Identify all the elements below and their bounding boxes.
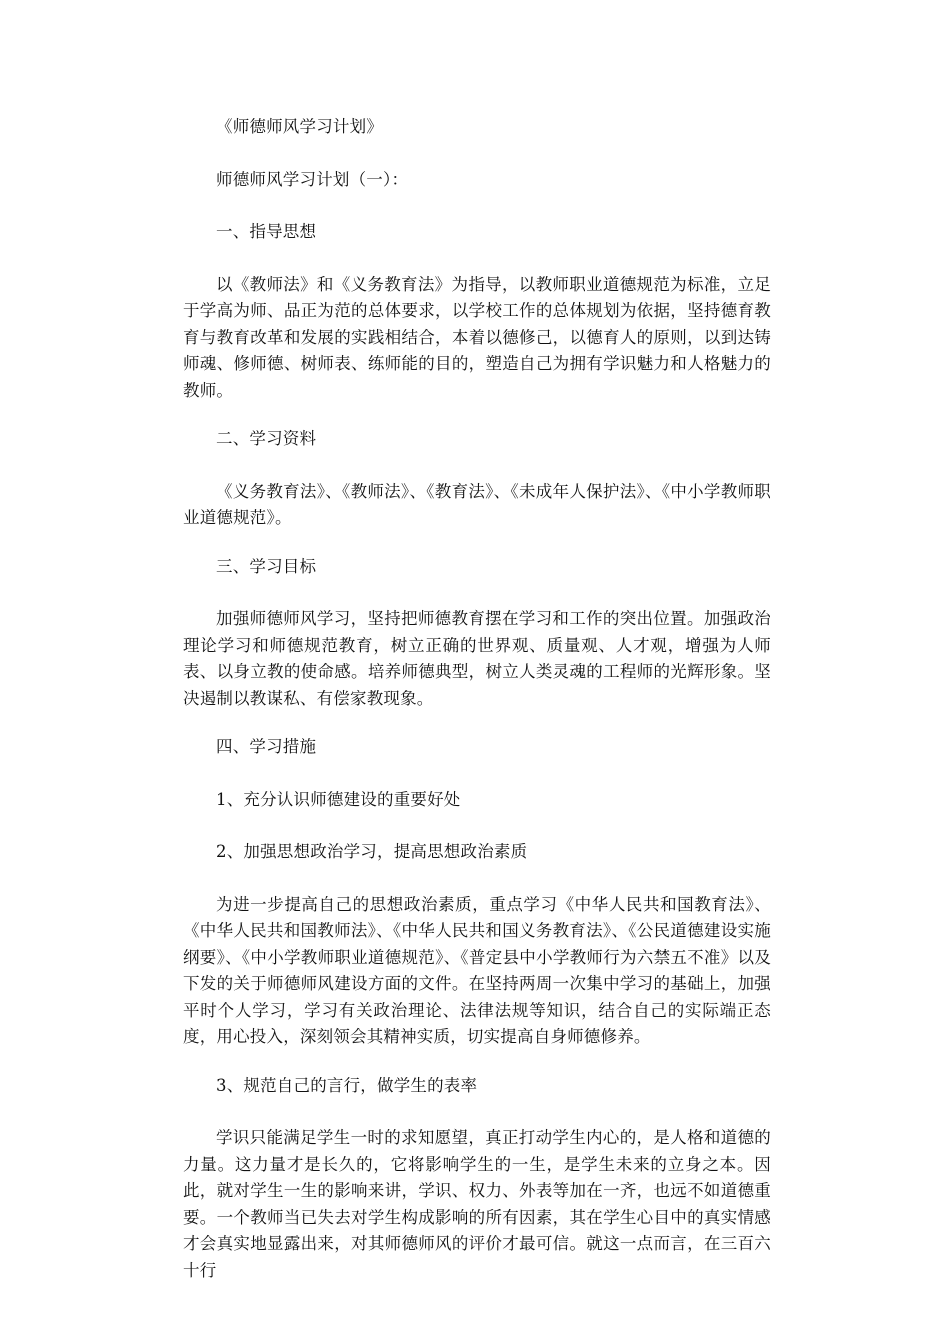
paragraph-measure-3: 学识只能满足学生一时的求知愿望，真正打动学生内心的，是人格和道德的力量。这力量才是长久的，它将影响学生的一生，是学生未来的立身之本。因此，就对学生一生的影响来讲，学识、权力、外表等加在一齐，也远不如道德重要。一个教师当已失去对学生构成影响的所有因素，其在学生心目中的真实情感才会真实地显露出来，对其师德师风的评价才最可信。就这一点而言，在三百六十行 <box>183 1128 771 1280</box>
measure-item-1: 1、充分认识师德建设的重要好处 <box>216 789 461 809</box>
paragraph-goals: 加强师德师风学习，坚持把师德教育摆在学习和工作的突出位置。加强政治理论学习和师德规范教育，树立正确的世界观、质量观、人才观，增强为人师表、以身立教的使命感。培养师德典型，树立人类灵魂的工程师的光辉形象。坚决遏制以教谋私、有偿家教现象。 <box>183 609 771 708</box>
section-heading-measures: 四、学习措施 <box>216 737 317 756</box>
paragraph-measure-2: 为进一步提高自己的思想政治素质，重点学习《中华人民共和国教育法》、《中华人民共和国教师法》、《中华人民共和国义务教育法》、《公民道德建设实施纲要》、《中小学教师职业道德规范》、《普定县中小学教师行为六禁五不准》以及下发的关于师德师风建设方面的文件。在坚持两周一次集中学习的基础上，加强平时个人学习，学习有关政治理论、法律法规等知识，结合自己的实际端正态度，用心投入，深刻领会其精神实质，切实提高自身师德修养。 <box>183 894 771 1046</box>
paragraph-materials: 《义务教育法》、《教师法》、《教育法》、《未成年人保护法》、《中小学教师职业道德规范》。 <box>183 481 771 527</box>
paragraph-guiding-idea: 以《教师法》和《义务教育法》为指导，以教师职业道德规范为标准，立足于学高为师、品正为范的总体要求，以学校工作的总体规划为依据，坚持德育教育与教育改革和发展的实践相结合，本着以德修己，以德育人的原则，以到达铸师魂、修师德、树师表、练师能的目的，塑造自己为拥有学识魅力和人格魅力的教师。 <box>183 274 771 400</box>
section-heading-materials: 二、学习资料 <box>216 429 317 448</box>
measure-item-3: 3、规范自己的言行，做学生的表率 <box>216 1075 478 1095</box>
document-subtitle: 师德师风学习计划（一）： <box>216 169 409 189</box>
document-title: 《师德师风学习计划》 <box>216 117 383 136</box>
document-page <box>183 114 771 1284</box>
section-heading-guiding-idea: 一、指导思想 <box>216 222 317 241</box>
section-heading-goals: 三、学习目标 <box>216 556 317 576</box>
measure-item-2: 2、加强思想政治学习，提高思想政治素质 <box>216 842 528 861</box>
